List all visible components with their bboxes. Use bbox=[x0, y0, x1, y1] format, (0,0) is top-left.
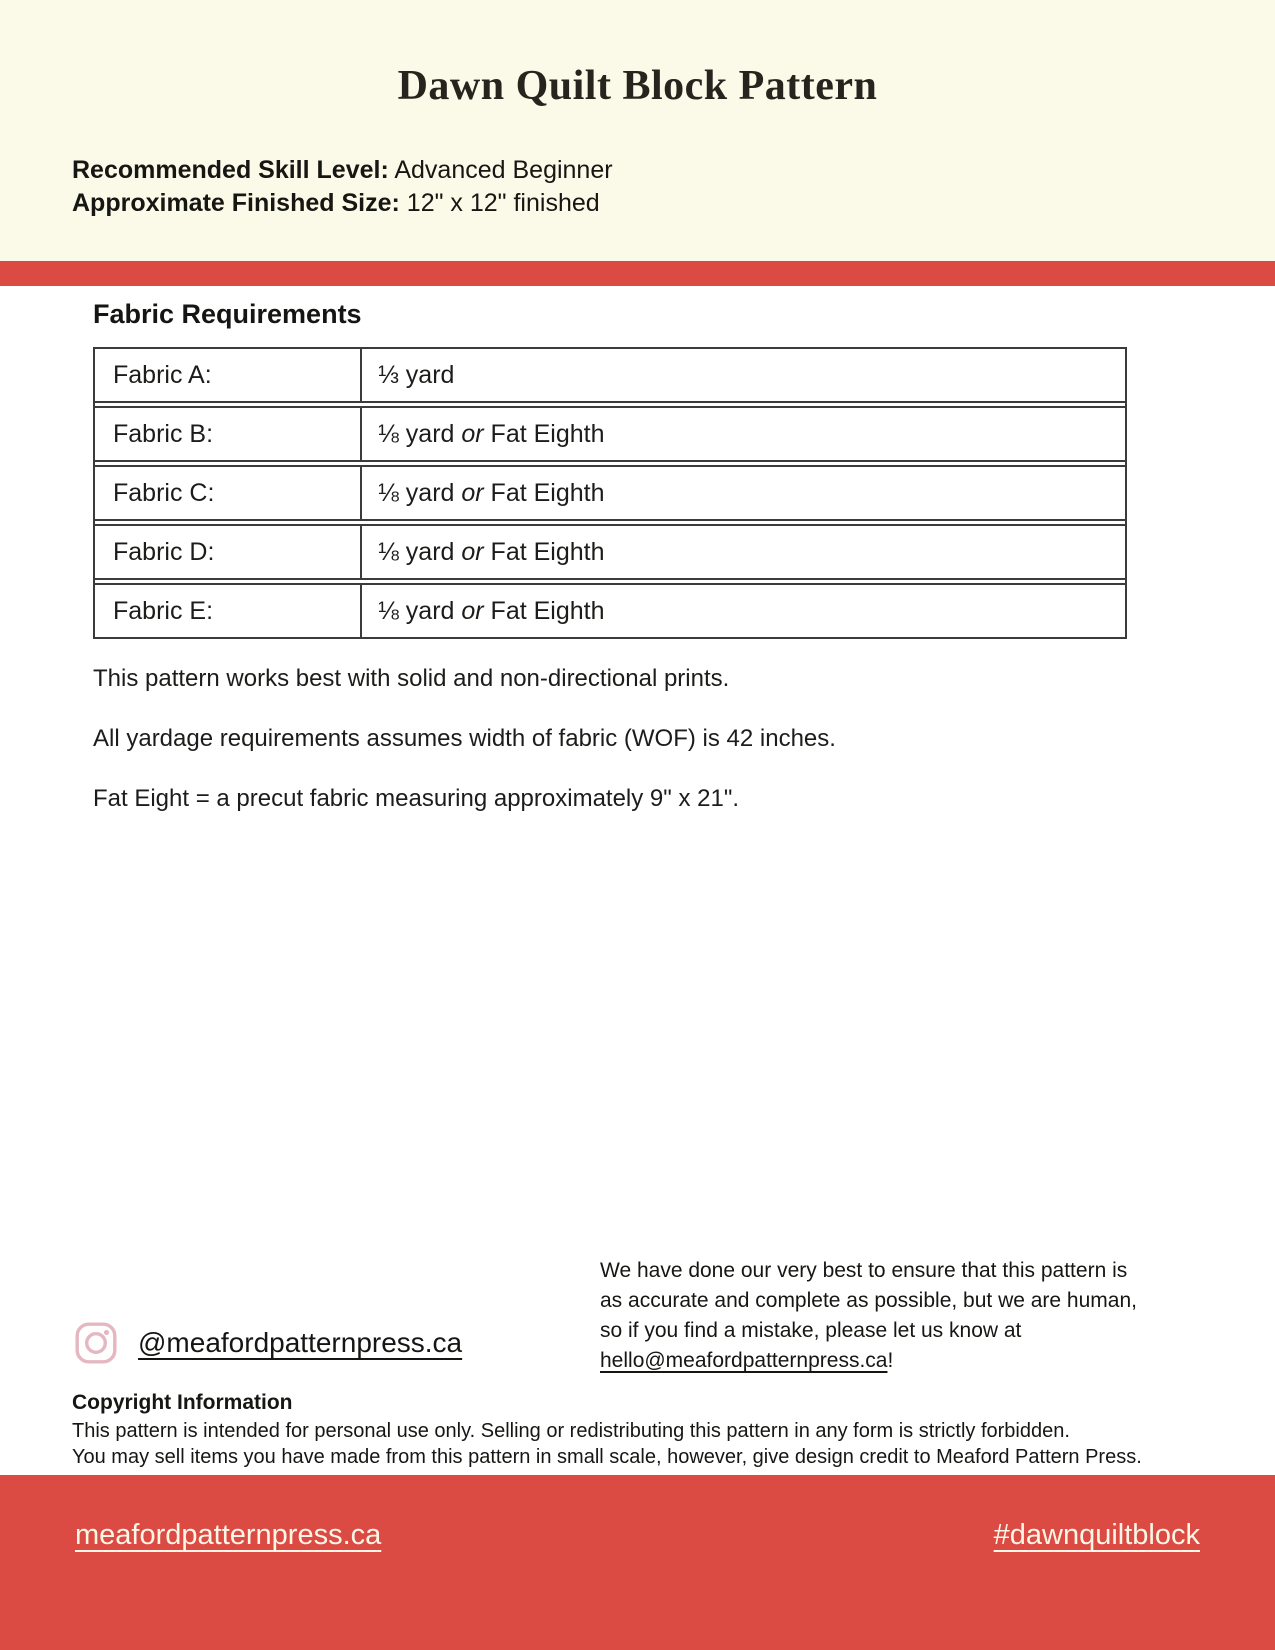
table-row bbox=[95, 524, 1125, 580]
fabric-amount-cell bbox=[362, 467, 1125, 519]
copyright-line: You may sell items you have made from this pattern in small scale, however, give design credit to Meaford Pattern Press. bbox=[72, 1446, 1142, 1468]
amount-alt-text: Fat Eighth bbox=[483, 419, 605, 448]
table-row bbox=[95, 349, 1125, 403]
fabric-notes bbox=[93, 664, 836, 844]
instagram-icon[interactable] bbox=[74, 1320, 118, 1366]
footer-band bbox=[0, 1475, 1275, 1650]
fabric-amount-cell bbox=[362, 526, 1125, 578]
fabric-name-cell: Fabric D: bbox=[95, 526, 362, 578]
amount-text: ⅓ yard bbox=[378, 360, 455, 389]
accent-stripe bbox=[0, 261, 1275, 286]
accuracy-note-line: We have done our very best to ensure that this pattern is bbox=[600, 1259, 1128, 1282]
accuracy-note bbox=[600, 1256, 1137, 1376]
amount-or-text: or bbox=[461, 537, 484, 566]
copyright-line: This pattern is intended for personal use only. Selling or redistributing this pattern in any form is strictly forbidden. bbox=[72, 1420, 1070, 1442]
note-paragraph: Fat Eight = a precut fabric measuring approximately 9" x 21". bbox=[93, 785, 740, 812]
fabric-name-cell: Fabric C: bbox=[95, 467, 362, 519]
fabric-requirements-heading: Fabric Requirements bbox=[93, 299, 362, 329]
finished-size-line bbox=[72, 187, 613, 220]
note-paragraph: All yardage requirements assumes width of fabric (WOF) is 42 inches. bbox=[93, 725, 836, 752]
note-paragraph: This pattern works best with solid and non-directional prints. bbox=[93, 665, 730, 692]
finished-size-label: Approximate Finished Size: bbox=[72, 189, 400, 217]
amount-text: ⅛ yard bbox=[378, 419, 462, 448]
accuracy-note-line: so if you find a mistake, please let us know at bbox=[600, 1319, 1022, 1342]
page-title: Dawn Quilt Block Pattern bbox=[397, 63, 878, 109]
fabric-amount-cell bbox=[362, 408, 1125, 460]
amount-alt-text: Fat Eighth bbox=[483, 596, 605, 625]
footer-links bbox=[0, 1475, 1275, 1552]
amount-alt-text: Fat Eighth bbox=[483, 537, 605, 566]
fabric-amount-cell bbox=[362, 349, 1125, 401]
fabric-amount-cell bbox=[362, 585, 1125, 637]
skill-level-label: Recommended Skill Level: bbox=[72, 156, 389, 184]
header-band bbox=[0, 0, 1275, 261]
accuracy-note-line: as accurate and complete as possible, but we are human, bbox=[600, 1289, 1137, 1312]
exclamation-text: ! bbox=[887, 1349, 894, 1372]
skill-level-value: Advanced Beginner bbox=[388, 156, 613, 184]
instagram-handle-link[interactable]: @meafordpatternpress.ca bbox=[138, 1327, 463, 1358]
finished-size-value: 12" x 12" finished bbox=[399, 189, 600, 217]
amount-text: ⅛ yard bbox=[378, 537, 462, 566]
accuracy-note-line bbox=[600, 1346, 1137, 1376]
amount-alt-text: Fat Eighth bbox=[483, 478, 605, 507]
table-row bbox=[95, 465, 1125, 521]
instagram-row bbox=[74, 1320, 462, 1366]
hashtag-link[interactable]: #dawnquiltblock bbox=[993, 1519, 1200, 1551]
skill-level-line bbox=[72, 154, 613, 187]
fabric-name-cell: Fabric E: bbox=[95, 585, 362, 637]
website-link[interactable]: meafordpatternpress.ca bbox=[75, 1519, 382, 1551]
amount-or-text: or bbox=[461, 596, 484, 625]
email-link[interactable]: hello@meafordpatternpress.ca bbox=[600, 1349, 888, 1372]
amount-text: ⅛ yard bbox=[378, 596, 462, 625]
copyright-heading: Copyright Information bbox=[72, 1391, 293, 1414]
amount-text: ⅛ yard bbox=[378, 478, 462, 507]
table-row bbox=[95, 406, 1125, 462]
fabric-name-cell: Fabric B: bbox=[95, 408, 362, 460]
amount-or-text: or bbox=[461, 419, 484, 448]
copyright-section bbox=[72, 1390, 1142, 1470]
table-row bbox=[95, 583, 1125, 637]
fabric-requirements-table bbox=[93, 347, 1127, 639]
header-meta bbox=[72, 154, 613, 220]
amount-or-text: or bbox=[461, 478, 484, 507]
fabric-name-cell: Fabric A: bbox=[95, 349, 362, 401]
